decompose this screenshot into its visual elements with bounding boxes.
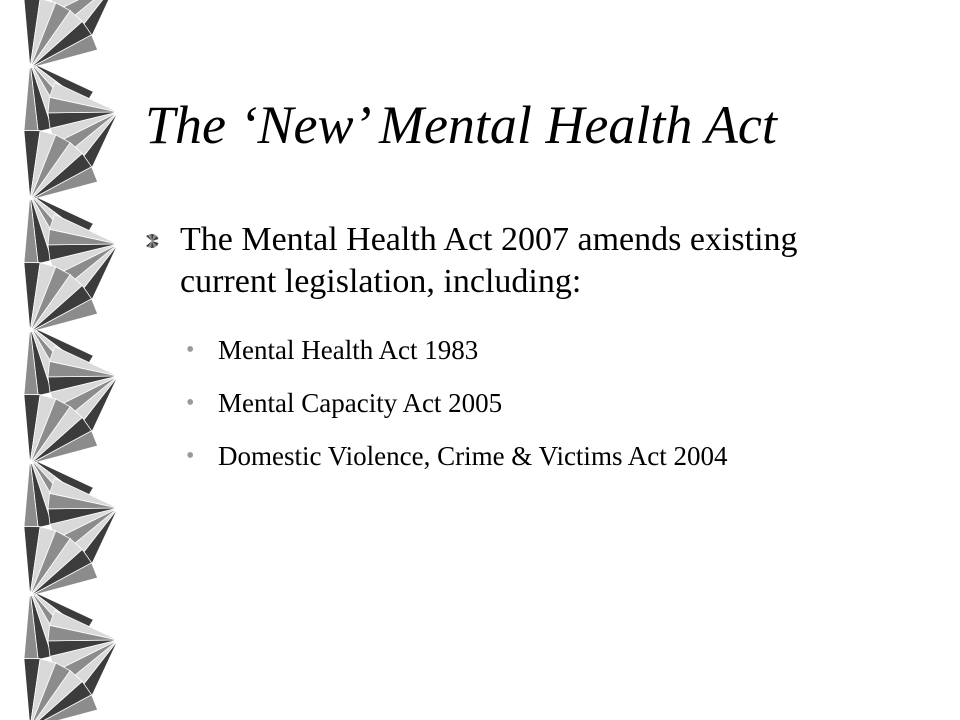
sub-bullet-list — [186, 330, 727, 489]
fan-bullet-icon — [145, 234, 159, 248]
sub-bullet-item — [186, 436, 727, 489]
slide-title: The ‘New’ Mental Health Act — [145, 95, 777, 155]
sub-bullet-text: Mental Capacity Act 2005 — [218, 388, 503, 418]
sub-bullet-dot: • — [186, 390, 195, 416]
sub-bullet-dot: • — [186, 337, 195, 363]
sub-bullet-text: Mental Health Act 1983 — [218, 335, 479, 365]
main-bullet — [145, 219, 845, 303]
main-bullet-text: The Mental Health Act 2007 amends existing current legislation, including: — [180, 221, 798, 300]
sub-bullet-item — [186, 383, 727, 436]
sub-bullet-text: Domestic Violence, Crime & Victims Act 2004 — [218, 441, 728, 471]
fan-border-decoration — [0, 0, 140, 720]
sub-bullet-item — [186, 330, 727, 383]
sub-bullet-dot: • — [186, 443, 195, 469]
